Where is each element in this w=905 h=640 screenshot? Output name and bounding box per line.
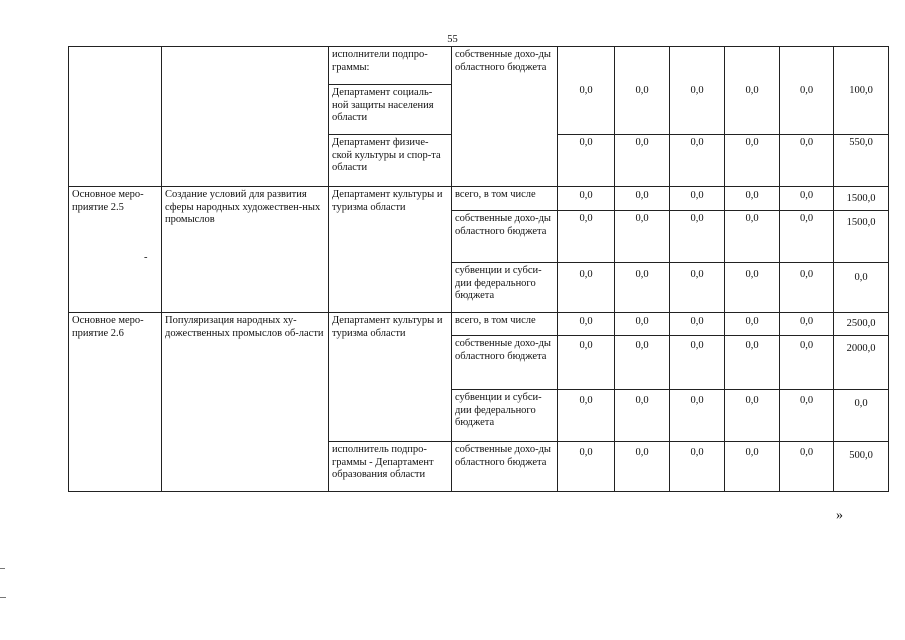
value-cell: 0,0 <box>615 187 670 211</box>
value-cell: 0,0 <box>558 135 615 187</box>
value-cell: 0,0 <box>725 211 780 263</box>
value-cell: 0,0 <box>558 336 615 390</box>
value-cell: 0,0 <box>780 47 834 135</box>
table-row <box>69 313 889 336</box>
value-cell: 0,0 <box>780 263 834 313</box>
value-cell: 100,0 <box>834 47 889 135</box>
table-row <box>69 187 889 211</box>
value-cell: 0,0 <box>558 263 615 313</box>
value-cell: 0,0 <box>780 211 834 263</box>
value-cell: 0,0 <box>558 442 615 492</box>
value-cell: 0,0 <box>780 135 834 187</box>
value-cell: 0,0 <box>670 336 725 390</box>
measure-name-cell: Популяризация народных ху-дожественных промыслов об-ласти <box>162 313 329 492</box>
measure-name-cell <box>162 47 329 187</box>
table-row <box>69 47 889 85</box>
measure-cell: Основное меро-приятие 2.6 <box>69 313 162 492</box>
executor-cell: Департамент культуры и туризма области <box>329 187 452 313</box>
value-cell: 0,0 <box>670 390 725 442</box>
value-cell: 0,0 <box>615 336 670 390</box>
value-cell: 0,0 <box>558 313 615 336</box>
source-cell: собственные дохо-ды областного бюджета <box>452 336 558 390</box>
value-cell: 0,0 <box>780 390 834 442</box>
executor-cell: исполнители подпро-граммы: <box>329 47 452 85</box>
value-cell: 0,0 <box>725 47 780 135</box>
executor-cell: Департамент социаль-ной защиты населения области <box>329 85 452 135</box>
source-cell: собственные дохо-ды областного бюджета <box>452 442 558 492</box>
executor-cell: исполнитель подпро-граммы - Департамент образования области <box>329 442 452 492</box>
dash-mark: - <box>144 252 148 263</box>
measure-cell <box>69 47 162 187</box>
source-cell: субвенции и субси-дии федерального бюджета <box>452 263 558 313</box>
executor-cell: Департамент физиче-ской культуры и спор-та области <box>329 135 452 187</box>
page-number: 55 <box>447 34 458 45</box>
source-cell: всего, в том числе <box>452 313 558 336</box>
value-cell: 0,0 <box>670 442 725 492</box>
value-cell: 0,0 <box>558 47 615 135</box>
value-cell: 0,0 <box>780 187 834 211</box>
budget-table <box>68 46 889 492</box>
measure-label: Основное меро-приятие 2.5 <box>72 189 144 213</box>
value-cell: 0,0 <box>670 211 725 263</box>
value-cell: 0,0 <box>670 187 725 211</box>
value-cell: 0,0 <box>615 135 670 187</box>
value-cell: 0,0 <box>670 47 725 135</box>
value-cell: 0,0 <box>615 313 670 336</box>
value-cell: 0,0 <box>780 313 834 336</box>
value-cell: 1500,0 <box>834 187 889 211</box>
measure-name-cell: Создание условий для развития сферы народных художествен-ных промыслов <box>162 187 329 313</box>
value-cell: 0,0 <box>725 187 780 211</box>
value-cell: 1500,0 <box>834 211 889 263</box>
value-cell: 0,0 <box>725 336 780 390</box>
value-cell: 0,0 <box>725 313 780 336</box>
value-cell: 0,0 <box>780 442 834 492</box>
value-cell: 0,0 <box>558 211 615 263</box>
scan-artifact <box>0 568 5 569</box>
value-cell: 500,0 <box>834 442 889 492</box>
value-cell: 0,0 <box>670 135 725 187</box>
value-cell: 0,0 <box>725 442 780 492</box>
value-cell: 0,0 <box>834 390 889 442</box>
source-cell: собственные дохо-ды областного бюджета <box>452 47 558 187</box>
scan-artifact <box>0 597 6 598</box>
source-cell: собственные дохо-ды областного бюджета <box>452 211 558 263</box>
value-cell: 0,0 <box>670 263 725 313</box>
source-cell: субвенции и субси-дии федерального бюджета <box>452 390 558 442</box>
value-cell: 0,0 <box>615 211 670 263</box>
value-cell: 0,0 <box>558 187 615 211</box>
value-cell: 2500,0 <box>834 313 889 336</box>
value-cell: 0,0 <box>615 390 670 442</box>
value-cell: 0,0 <box>670 313 725 336</box>
value-cell: 0,0 <box>558 390 615 442</box>
value-cell: 0,0 <box>780 336 834 390</box>
value-cell: 0,0 <box>725 263 780 313</box>
value-cell: 2000,0 <box>834 336 889 390</box>
source-cell: всего, в том числе <box>452 187 558 211</box>
executor-cell: Департамент культуры и туризма области <box>329 313 452 442</box>
value-cell: 0,0 <box>615 47 670 135</box>
closing-quote: » <box>836 508 843 523</box>
value-cell: 550,0 <box>834 135 889 187</box>
measure-cell <box>69 187 162 313</box>
value-cell: 0,0 <box>615 442 670 492</box>
value-cell: 0,0 <box>725 135 780 187</box>
value-cell: 0,0 <box>834 263 889 313</box>
value-cell: 0,0 <box>615 263 670 313</box>
value-cell: 0,0 <box>725 390 780 442</box>
